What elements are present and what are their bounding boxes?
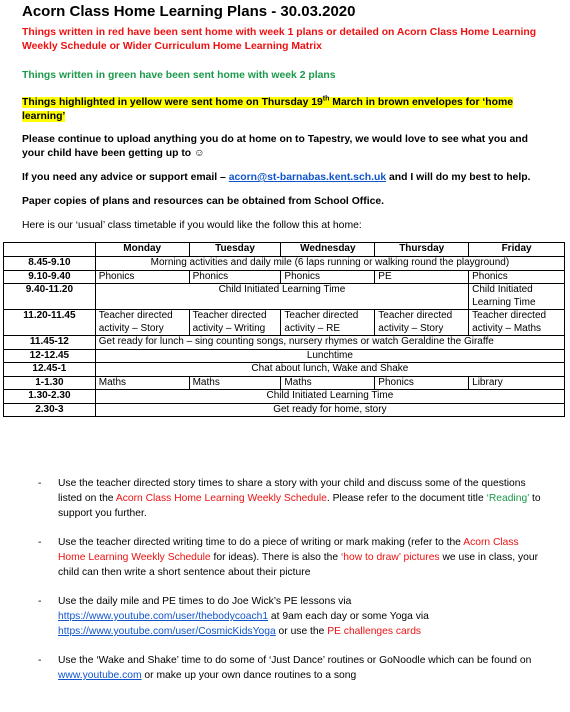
activity-cell: Get ready for lunch – sing counting songs, nursery rhymes or watch Geraldine the Giraffe <box>95 336 564 350</box>
yellow-note-text-end: March in brown envelopes for ‘home learning’ <box>22 97 514 123</box>
tip-text: Use the teacher directed story times to share a story with your child and discuss some of the questions listed on the <box>58 478 526 504</box>
activity-cell: Library <box>469 376 565 390</box>
activity-cell: Maths <box>281 376 375 390</box>
time-cell: 11.45-12 <box>4 336 96 350</box>
cosmic-kids-yoga-link[interactable]: https://www.youtube.com/user/CosmicKidsYoga <box>58 626 276 637</box>
tip-red-text: Acorn Class Home Learning Weekly Schedule <box>115 493 327 504</box>
bullet-dash: - <box>38 478 42 489</box>
time-cell: 12-12.45 <box>4 349 96 363</box>
activity-cell: Child Initiated Learning Time <box>95 390 564 404</box>
bodycoach-link[interactable]: https://www.youtube.com/user/thebodycoach1 <box>58 611 269 622</box>
green-key-note: Things written in green have been sent home with week 2 plans <box>22 70 336 81</box>
time-cell: 12.45-1 <box>4 363 96 377</box>
activity-cell: Phonics <box>189 270 281 284</box>
tip-text: Use the daily mile and PE times to do Joe Wick’s PE lessons via <box>58 596 352 607</box>
activity-cell: Morning activities and daily mile (6 laps running or walking round the playground) <box>95 257 564 271</box>
tip-text: at 9am each day or some Yoga via <box>268 611 429 622</box>
yellow-note-text: Things highlighted in yellow were sent home on Thursday 19 <box>22 97 323 109</box>
yellow-note-sup: th <box>322 96 330 103</box>
tip-text: or make up your own dance routines to a song <box>141 670 357 681</box>
table-row <box>4 376 565 390</box>
table-row <box>4 310 565 336</box>
timetable-header-blank <box>4 243 96 257</box>
tip-text: to support you further. <box>58 493 541 519</box>
activity-cell: Teacher directed activity – Maths <box>469 310 565 336</box>
table-row <box>4 257 565 271</box>
list-item <box>22 594 542 639</box>
tip-green-text: ‘Reading’ <box>486 493 530 504</box>
activity-cell: Teacher directed activity – Writing <box>189 310 281 336</box>
time-cell: 2.30-3 <box>4 403 96 417</box>
bullet-dash: - <box>38 537 42 548</box>
activity-cell: Maths <box>189 376 281 390</box>
activity-cell: Teacher directed activity – RE <box>281 310 375 336</box>
bullet-dash: - <box>38 596 42 607</box>
tip-text: for ideas). There is also the <box>210 552 341 563</box>
tip-red-text: Acorn Class Home Learning Weekly Schedule <box>58 537 519 563</box>
time-cell: 9.10-9.40 <box>4 270 96 284</box>
activity-cell: Phonics <box>281 270 375 284</box>
time-cell: 8.45-9.10 <box>4 257 96 271</box>
activity-cell: Child Initiated Learning Time <box>95 284 468 310</box>
activity-cell: Child Initiated Learning Time <box>469 284 565 310</box>
timetable-header-friday: Friday <box>469 243 565 257</box>
timetable-header-wednesday: Wednesday <box>281 243 375 257</box>
tip-red-text: PE challenges cards <box>327 626 422 637</box>
yellow-key-note <box>22 93 522 124</box>
red-key-note: Things written in red have been sent home with week 1 plans or detailed on Acorn Class Home Learning Weekly Schedule or Wider Curriculum Home Learning Matrix <box>22 27 537 52</box>
page-title: Acorn Class Home Learning Plans - 30.03.2020 <box>22 3 356 20</box>
activity-cell: Lunchtime <box>95 349 564 363</box>
activity-cell: PE <box>375 270 469 284</box>
bullet-dash: - <box>38 655 42 666</box>
email-note <box>22 171 552 185</box>
class-timetable <box>3 242 565 417</box>
time-cell: 1-1.30 <box>4 376 96 390</box>
activity-cell: Chat about lunch, Wake and Shake <box>95 363 564 377</box>
activity-cell: Maths <box>95 376 189 390</box>
timetable-header-monday: Monday <box>95 243 189 257</box>
activity-cell: Phonics <box>95 270 189 284</box>
timetable-intro: Here is our ‘usual’ class timetable if you would like the follow this at home: <box>22 220 362 231</box>
activity-cell: Phonics <box>469 270 565 284</box>
table-row <box>4 390 565 404</box>
email-note-text: If you need any advice or support email – <box>22 172 229 183</box>
activity-cell: Teacher directed activity – Story <box>375 310 469 336</box>
tip-red-text: ‘how to draw’ pictures <box>340 552 440 563</box>
activity-cell: Get ready for home, story <box>95 403 564 417</box>
tip-text: we use in class, your child can then write a short sentence about their picture <box>58 552 539 578</box>
paper-copies-note: Paper copies of plans and resources can be obtained from School Office. <box>22 196 385 207</box>
timetable-header-row <box>4 243 565 257</box>
activity-cell: Teacher directed activity – Story <box>95 310 189 336</box>
table-row <box>4 349 565 363</box>
list-item <box>22 653 542 683</box>
table-row <box>4 270 565 284</box>
table-row <box>4 336 565 350</box>
email-link[interactable]: acorn@st-barnabas.kent.sch.uk <box>228 172 387 183</box>
youtube-link[interactable]: www.youtube.com <box>58 670 142 681</box>
table-row <box>4 363 565 377</box>
tapestry-note: Please continue to upload anything you do at home on to Tapestry, we would love to see what you and your child have been getting up to ☺ <box>22 134 528 159</box>
table-row <box>4 403 565 417</box>
email-note-text-end: and I will do my best to help. <box>386 172 531 183</box>
tips-list <box>22 476 542 697</box>
tip-text: Use the teacher directed writing time to do a piece of writing or mark making (refer to the <box>58 537 464 548</box>
time-cell: 11.20-11.45 <box>4 310 96 336</box>
table-row <box>4 284 565 310</box>
tip-text: . Please refer to the document title <box>326 493 487 504</box>
timetable-header-thursday: Thursday <box>375 243 469 257</box>
list-item <box>22 535 542 580</box>
timetable-header-tuesday: Tuesday <box>189 243 281 257</box>
tip-text: Use the ‘Wake and Shake’ time to do some of ‘Just Dance’ routines or GoNoodle which can be found on <box>58 655 532 666</box>
time-cell: 9.40-11.20 <box>4 284 96 310</box>
tip-text: or use the <box>275 626 328 637</box>
activity-cell: Phonics <box>375 376 469 390</box>
list-item <box>22 476 542 521</box>
time-cell: 1.30-2.30 <box>4 390 96 404</box>
